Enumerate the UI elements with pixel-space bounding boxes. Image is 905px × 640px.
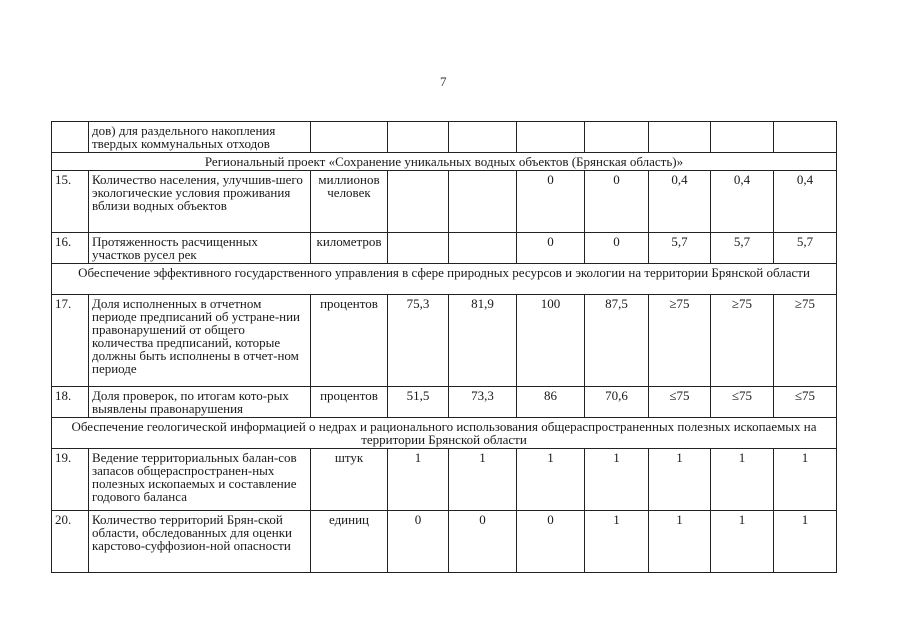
table-row <box>52 511 837 573</box>
value-cell <box>449 233 517 264</box>
value-cell: 0,4 <box>711 171 774 233</box>
table-row-continuation <box>52 122 837 153</box>
table-row <box>52 233 837 264</box>
value-cell <box>449 122 517 153</box>
value-cell: 1 <box>649 511 711 573</box>
value-cell: 86 <box>517 387 585 418</box>
value-cell <box>449 171 517 233</box>
section-title: Региональный проект «Сохранение уникальных водных объектов (Брянская область)» <box>52 153 837 171</box>
row-number <box>52 122 89 153</box>
value-cell: 81,9 <box>449 295 517 387</box>
value-cell: ≤75 <box>649 387 711 418</box>
table-row <box>52 171 837 233</box>
value-cell: 51,5 <box>388 387 449 418</box>
row-number: 20. <box>52 511 89 573</box>
table-row <box>52 387 837 418</box>
unit-cell <box>311 122 388 153</box>
unit-cell: миллионов человек <box>311 171 388 233</box>
indicator-name: Количество населения, улучшив-шего экологические условия проживания вблизи водных объектов <box>89 171 311 233</box>
value-cell: 5,7 <box>711 233 774 264</box>
section-row <box>52 264 837 295</box>
value-cell: 1 <box>585 449 649 511</box>
value-cell: 1 <box>449 449 517 511</box>
value-cell: 0 <box>449 511 517 573</box>
value-cell <box>649 122 711 153</box>
value-cell: ≤75 <box>711 387 774 418</box>
unit-cell: километров <box>311 233 388 264</box>
row-number: 17. <box>52 295 89 387</box>
value-cell: 70,6 <box>585 387 649 418</box>
row-number: 15. <box>52 171 89 233</box>
section-title: Обеспечение эффективного государственного управления в сфере природных ресурсов и экологии на территории Брянской области <box>52 264 837 295</box>
value-cell: 0 <box>585 233 649 264</box>
value-cell: 1 <box>388 449 449 511</box>
value-cell: 87,5 <box>585 295 649 387</box>
value-cell: 1 <box>711 511 774 573</box>
indicator-name: Протяженность расчищенных участков русел рек <box>89 233 311 264</box>
value-cell: 0 <box>585 171 649 233</box>
value-cell <box>774 122 837 153</box>
value-cell: 1 <box>711 449 774 511</box>
value-cell: 0 <box>388 511 449 573</box>
indicator-name: Ведение территориальных балан-сов запасов общераспространен-ных полезных ископаемых и составление годового баланса <box>89 449 311 511</box>
section-row <box>52 153 837 171</box>
row-number: 19. <box>52 449 89 511</box>
unit-cell: процентов <box>311 387 388 418</box>
value-cell <box>388 233 449 264</box>
value-cell: 1 <box>585 511 649 573</box>
value-cell: 1 <box>774 449 837 511</box>
value-cell: ≥75 <box>649 295 711 387</box>
indicator-name: Доля исполненных в отчетном периоде предписаний об устране-нии правонарушений от общего количества предписаний, которые должны быть исполнены в отчет-ном периоде <box>89 295 311 387</box>
value-cell: 0 <box>517 171 585 233</box>
value-cell <box>711 122 774 153</box>
value-cell <box>388 171 449 233</box>
indicator-name: Доля проверок, по итогам кото-рых выявлены правонарушения <box>89 387 311 418</box>
value-cell: 1 <box>774 511 837 573</box>
value-cell: 100 <box>517 295 585 387</box>
value-cell: 1 <box>649 449 711 511</box>
unit-cell: штук <box>311 449 388 511</box>
indicator-name: дов) для раздельного накопления твердых коммунальных отходов <box>89 122 311 153</box>
value-cell: 1 <box>517 449 585 511</box>
value-cell: ≥75 <box>774 295 837 387</box>
indicators-table <box>51 121 837 573</box>
unit-cell: единиц <box>311 511 388 573</box>
table-row <box>52 449 837 511</box>
section-row <box>52 418 837 449</box>
value-cell: 0 <box>517 511 585 573</box>
value-cell: 75,3 <box>388 295 449 387</box>
value-cell: ≤75 <box>774 387 837 418</box>
value-cell: 73,3 <box>449 387 517 418</box>
value-cell: ≥75 <box>711 295 774 387</box>
value-cell: 0 <box>517 233 585 264</box>
value-cell: 0,4 <box>774 171 837 233</box>
value-cell <box>517 122 585 153</box>
unit-cell: процентов <box>311 295 388 387</box>
value-cell: 0,4 <box>649 171 711 233</box>
table-row <box>52 295 837 387</box>
page-number: 7 <box>440 74 447 89</box>
value-cell <box>585 122 649 153</box>
section-title: Обеспечение геологической информацией о недрах и рационального использования общераспространенных полезных ископаемых на территории Брянской области <box>52 418 837 449</box>
row-number: 18. <box>52 387 89 418</box>
row-number: 16. <box>52 233 89 264</box>
indicator-name: Количество территорий Брян-ской области, обследованных для оценки карстово-суффозион-ной опасности <box>89 511 311 573</box>
value-cell <box>388 122 449 153</box>
value-cell: 5,7 <box>774 233 837 264</box>
value-cell: 5,7 <box>649 233 711 264</box>
